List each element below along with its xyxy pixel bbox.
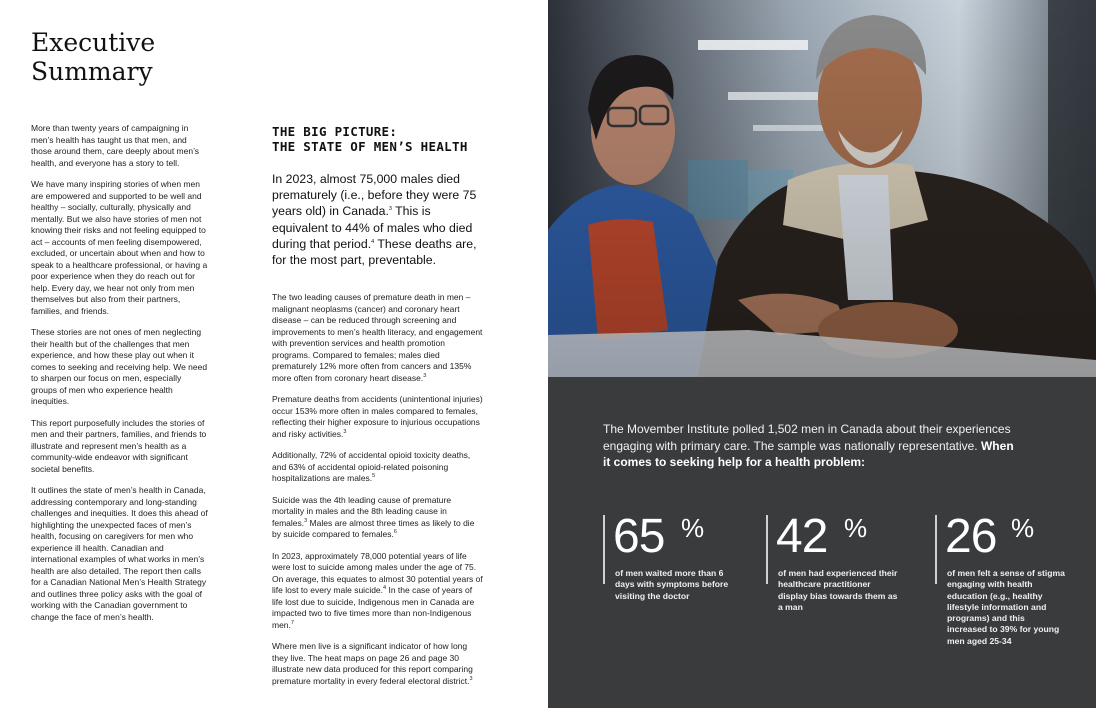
stat-value: 26 bbox=[945, 510, 997, 563]
body-text: In the case of years of life lost due to suicide, Indigenous men in Canada are impacted two to five times more than non-Indigenous men. bbox=[272, 585, 475, 630]
photo-illustration bbox=[548, 0, 1096, 377]
intro-text: These deaths are, for the most part, preventable. bbox=[272, 236, 477, 268]
intro-statement bbox=[272, 171, 487, 268]
footnote-ref: 3 bbox=[304, 517, 308, 524]
stat-description: of men felt a sense of stigma engaging with health education (e.g., healthy lifestyle information and programs) and this increased to 39% for young men aged 25-34 bbox=[947, 568, 1065, 646]
big-picture-heading-line2: THE STATE OF MEN’S HEALTH bbox=[272, 139, 468, 154]
summary-column bbox=[31, 123, 209, 633]
footnote-ref: 3 bbox=[388, 206, 392, 213]
page-title-line2: Summary bbox=[31, 57, 153, 86]
body-paragraph bbox=[272, 450, 484, 485]
summary-paragraph: It outlines the state of men’s health in Canada, addressing contemporary and long-standing challenges and inequities. It does this ahead of highlighting the unexpected faces of men’s health, focusing on caregivers for men who experience ill health. Canadian and international examples of what works in men’s health are also detailed. The report then calls for a Canadian National Men’s Health Strategy and outlines three policy asks with the goal of working with the Canadian government to change the face of men’s health. bbox=[31, 485, 208, 622]
stat-divider bbox=[935, 515, 937, 584]
summary-paragraph: We have many inspiring stories of when men are empowered and supported to be well and healthy – socially, culturally, physically and mentally. But we also have stories of men not knowing their risks and not feeling equipped to act – accounts of men feeling disempowered, excluded, or uncertain about when and how to speak to a healthcare professional, or having a poor experience when they do reach out for help. Every day, we hear not only from men themselves but also from their partners, families, and friends. bbox=[31, 179, 208, 316]
body-paragraph bbox=[272, 495, 484, 541]
body-paragraph bbox=[272, 641, 484, 687]
summary-paragraph: More than twenty years of campaigning in men’s health has taught us that men, and those around them, care deeply about men’s health, and everyone has a story to tell. bbox=[31, 123, 200, 168]
stat-value: 42 bbox=[776, 510, 828, 563]
body-paragraph bbox=[272, 394, 484, 440]
body-text: In 2023, approximately 78,000 potential years of life were lost to suicide among males under the age of 75. On average, this equates to almost 30 potential years of life lost to every male suicide. bbox=[272, 550, 483, 595]
page-title bbox=[31, 28, 155, 86]
stat-percent-sign: % bbox=[844, 513, 868, 543]
footnote-ref: 6 bbox=[393, 529, 397, 536]
stat-description: of men had experienced their healthcare practitioner display bias towards them as a man bbox=[778, 568, 898, 612]
poll-intro bbox=[603, 421, 1023, 471]
body-text: Additionally, 72% of accidental opioid toxicity deaths, and 63% of accidental opioid-related poisoning hospitalizations are males. bbox=[272, 450, 471, 483]
stat-divider bbox=[766, 515, 768, 584]
body-paragraph bbox=[272, 292, 484, 384]
footnote-ref: 4 bbox=[383, 585, 387, 592]
footnote-ref: 3 bbox=[343, 428, 347, 435]
body-text: Premature deaths from accidents (unintentional injuries) occur 153% more often in males compared to females, reflecting their higher exposure to injurious occupations and risky activities. bbox=[272, 394, 483, 439]
body-text: Males are almost three times as likely to die by suicide compared to females. bbox=[272, 517, 475, 539]
body-text: Where men live is a significant indicator of how long they live. The heat maps on page 26 and page 30 illustrate new data produced for this report comparing premature mortality in every federal electoral district. bbox=[272, 641, 473, 686]
photo-man-and-caregiver bbox=[548, 0, 1096, 377]
footnote-ref: 4 bbox=[371, 238, 375, 245]
stat-description: of men waited more than 6 days with symptoms before visiting the doctor bbox=[615, 568, 729, 601]
body-text: The two leading causes of premature death in men – malignant neoplasms (cancer) and coronary heart disease – can be reduced through screening and improvements to men’s health literacy, and engagement with prevention services and health promotion programs. Compared to females; males died prematurely 12% more often from cancers and 135% more often from coronary heart disease. bbox=[272, 292, 483, 383]
footnote-ref: 3 bbox=[469, 675, 473, 682]
page-title-line1: Executive bbox=[31, 28, 156, 57]
stat-percent-sign: % bbox=[1011, 513, 1035, 543]
big-picture-heading bbox=[272, 124, 512, 154]
right-page bbox=[548, 0, 1096, 708]
summary-paragraph: This report purposefully includes the stories of men and their partners, families, and friends to illustrate and represent men’s health as a community-wide endeavor with significant societal benefits. bbox=[31, 417, 207, 474]
big-picture-column bbox=[272, 292, 484, 697]
body-paragraph bbox=[272, 551, 484, 632]
stat-divider bbox=[603, 515, 605, 584]
footnote-ref: 5 bbox=[372, 473, 376, 480]
footnote-ref: 7 bbox=[290, 619, 294, 626]
big-picture-heading-line1: THE BIG PICTURE: bbox=[272, 124, 398, 139]
photo-shade bbox=[548, 0, 1096, 377]
summary-paragraph: These stories are not ones of men neglecting their health but of the challenges that men experience, and how these play out when it comes to seeking and receiving help. We need to sharpen our focus on men, especially groups of men who experience health inequities. bbox=[31, 327, 208, 406]
intro-text: This is equivalent to 44% of males who died during that period. bbox=[272, 204, 473, 251]
body-text: Suicide was the 4th leading cause of premature mortality in males and the 8th leading cause in females. bbox=[272, 494, 452, 528]
poll-text: The Movember Institute polled 1,502 men in Canada about their experiences engaging with primary care. The sample was nationally representative. bbox=[603, 422, 1011, 453]
stat-percent-sign: % bbox=[681, 513, 705, 543]
intro-text: In 2023, almost 75,000 males died prematurely (i.e., before they were 75 years old) in Canada. bbox=[272, 172, 477, 219]
footnote-ref: 3 bbox=[423, 372, 427, 379]
stat-value: 65 bbox=[613, 510, 665, 563]
poll-text-bold: When it comes to seeking help for a health problem: bbox=[603, 438, 1014, 469]
